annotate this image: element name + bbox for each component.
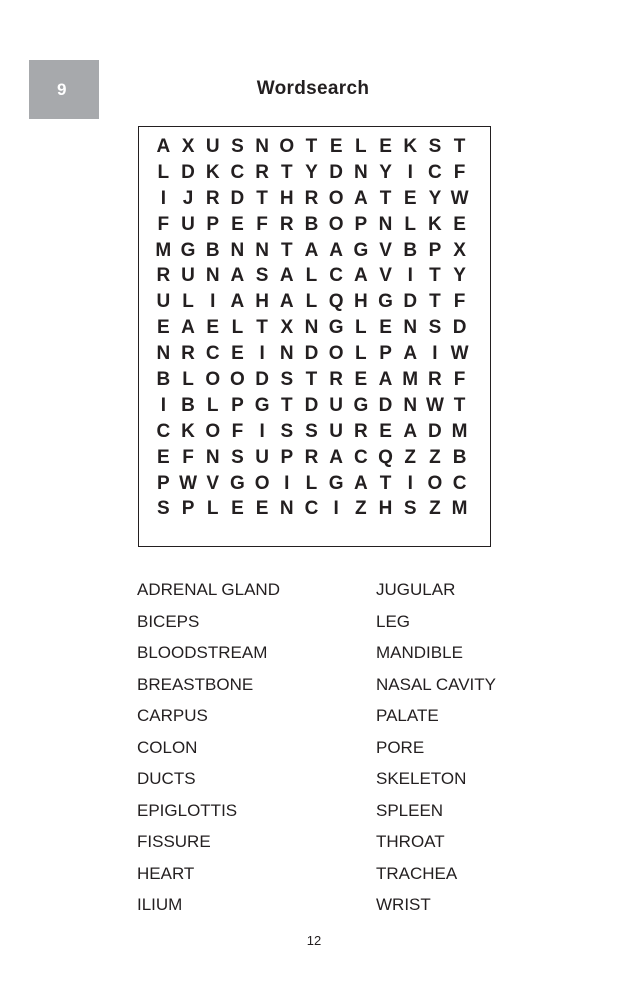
- grid-cell: G: [378, 291, 393, 313]
- grid-cell: D: [304, 343, 319, 365]
- grid-cell: D: [329, 161, 344, 183]
- grid-cell: T: [280, 239, 293, 261]
- grid-cell: G: [353, 239, 369, 261]
- grid-cell: D: [428, 420, 442, 442]
- grid-cell: M: [155, 239, 172, 261]
- grid-cell: I: [160, 187, 166, 209]
- grid-cell: D: [255, 369, 269, 391]
- grid-cell: L: [355, 136, 367, 157]
- grid-cell: K: [428, 213, 442, 235]
- grid-cell: G: [180, 239, 196, 261]
- grid-cell: I: [407, 161, 413, 183]
- grid-cell: L: [206, 394, 219, 416]
- grid-cell: S: [428, 136, 442, 157]
- grid-cell: L: [404, 213, 417, 235]
- grid-cell: H: [378, 498, 393, 520]
- grid-cell: R: [353, 420, 368, 442]
- page-number: 12: [306, 933, 322, 948]
- grid-cell: S: [231, 136, 244, 157]
- word-list-item: HEART: [137, 863, 195, 883]
- grid-cell: Y: [379, 161, 392, 183]
- grid-cell: L: [231, 317, 244, 339]
- word-list-item: FISSURE: [137, 832, 211, 851]
- grid-cell: C: [205, 343, 220, 365]
- grid-cell: L: [206, 498, 219, 520]
- grid-cell: A: [353, 187, 368, 209]
- grid-cell: P: [181, 498, 195, 520]
- grid-cell: S: [305, 420, 318, 442]
- grid-cell: S: [231, 446, 244, 468]
- grid-cell: V: [379, 265, 392, 287]
- grid-cell: C: [304, 498, 319, 520]
- grid-cell: U: [255, 446, 269, 468]
- grid-cell: H: [279, 187, 294, 209]
- grid-cell: Z: [404, 446, 417, 468]
- word-list-left: [137, 573, 280, 920]
- grid-cell: U: [205, 136, 220, 157]
- grid-cell: E: [354, 369, 368, 391]
- grid-cell: T: [256, 187, 268, 209]
- grid-cell: X: [453, 239, 466, 261]
- grid-cell: I: [407, 265, 413, 287]
- grid-cell: O: [279, 136, 295, 157]
- grid-cell: P: [157, 472, 170, 494]
- grid-cell: F: [182, 446, 194, 468]
- grid-cell: Z: [429, 498, 441, 520]
- grid-cell: U: [329, 394, 344, 416]
- grid-cell: S: [255, 265, 269, 287]
- grid-cell: N: [403, 317, 418, 339]
- grid-cell: S: [403, 498, 417, 520]
- grid-cell: Y: [305, 161, 318, 183]
- grid-cell: N: [205, 265, 220, 287]
- word-list-item: LEG: [376, 611, 411, 631]
- grid-cell: Z: [355, 498, 367, 520]
- grid-cell: C: [156, 420, 171, 442]
- grid-cell: P: [354, 213, 368, 235]
- word-list-item: PORE: [376, 737, 425, 757]
- grid-cell: S: [157, 498, 170, 520]
- grid-cell: G: [254, 394, 270, 416]
- grid-cell: Z: [429, 446, 441, 468]
- grid-cell: T: [453, 394, 466, 416]
- grid-cell: A: [353, 472, 368, 494]
- grid-cell: L: [182, 369, 194, 391]
- grid-cell: U: [181, 265, 195, 287]
- grid-cell: R: [255, 161, 269, 183]
- grid-cell: R: [304, 446, 319, 468]
- grid-cell: E: [255, 498, 269, 520]
- grid-cell: G: [328, 472, 344, 494]
- grid-cell: Y: [428, 187, 442, 209]
- grid-cell: C: [428, 161, 442, 183]
- grid-cell: A: [353, 265, 368, 287]
- grid-cell: N: [353, 161, 368, 183]
- grid-cell: N: [255, 239, 269, 261]
- grid-cell: F: [256, 213, 268, 235]
- grid-cell: M: [402, 369, 419, 391]
- grid-cell: B: [452, 446, 467, 468]
- grid-cell: R: [181, 343, 195, 365]
- grid-cell: M: [451, 498, 468, 520]
- grid-cell: K: [205, 161, 220, 183]
- word-list-item: BLOODSTREAM: [137, 643, 268, 662]
- grid-cell: N: [205, 446, 220, 468]
- grid-cell: W: [179, 472, 197, 494]
- grid-cell: L: [305, 265, 318, 287]
- grid-cell: B: [156, 369, 171, 391]
- grid-cell: N: [403, 394, 418, 416]
- grid-cell: A: [181, 317, 195, 339]
- grid-cell: P: [379, 343, 392, 365]
- grid-cell: N: [378, 213, 393, 235]
- grid-cell: E: [157, 446, 170, 468]
- word-list-item: SKELETON: [376, 769, 467, 788]
- grid-cell: P: [206, 213, 220, 235]
- grid-cell: D: [304, 394, 319, 416]
- grid-cell: A: [403, 420, 418, 442]
- grid-cell: L: [182, 291, 194, 313]
- grid-cell: T: [429, 291, 441, 313]
- grid-cell: N: [304, 317, 319, 339]
- grid-cell: L: [305, 291, 318, 313]
- grid-cell: U: [156, 291, 171, 313]
- grid-cell: A: [156, 136, 171, 157]
- grid-cell: A: [304, 239, 319, 261]
- grid-cell: I: [333, 498, 339, 520]
- word-list-item: DUCTS: [137, 769, 196, 788]
- grid-cell: X: [280, 317, 294, 339]
- grid-cell: E: [231, 343, 244, 365]
- grid-cell: Q: [328, 291, 344, 313]
- grid-cell: B: [181, 394, 195, 416]
- grid-cell: U: [181, 213, 195, 235]
- grid-cell: D: [230, 187, 245, 209]
- grid-cell: I: [210, 291, 216, 313]
- word-list-right: [376, 573, 496, 920]
- grid-cell: T: [256, 317, 268, 339]
- grid-cell: V: [379, 239, 392, 261]
- page-title: Wordsearch: [256, 78, 370, 99]
- grid-cell: P: [231, 394, 244, 416]
- grid-cell: I: [407, 472, 413, 494]
- grid-cell: E: [453, 213, 466, 235]
- word-list-item: BICEPS: [137, 611, 200, 631]
- grid-cell: A: [329, 239, 344, 261]
- grid-cell: E: [379, 420, 392, 442]
- grid-cell: D: [452, 317, 467, 339]
- grid-cell: T: [379, 472, 392, 494]
- grid-cell: M: [451, 420, 468, 442]
- word-list-item: TRACHEA: [376, 863, 458, 883]
- grid-cell: E: [231, 498, 244, 520]
- grid-cell: R: [329, 369, 344, 391]
- grid-cell: T: [280, 161, 293, 183]
- word-list-item: ADRENAL GLAND: [137, 580, 280, 599]
- word-list-item: WRIST: [376, 895, 431, 914]
- grid-cell: E: [329, 136, 343, 157]
- grid-cell: H: [353, 291, 368, 313]
- grid-cell: G: [230, 472, 245, 494]
- grid-cell: F: [453, 161, 466, 183]
- grid-cell: A: [279, 291, 294, 313]
- grid-cell: T: [429, 265, 441, 287]
- grid-cell: C: [329, 265, 344, 287]
- grid-cell: E: [379, 317, 392, 339]
- word-list-item: COLON: [137, 737, 198, 757]
- grid-cell: S: [280, 420, 294, 442]
- grid-cell: R: [279, 213, 294, 235]
- grid-cell: B: [205, 239, 220, 261]
- grid-cell: G: [328, 317, 344, 339]
- grid-cell: C: [230, 161, 245, 183]
- grid-cell: O: [328, 213, 344, 235]
- grid-cell: E: [157, 317, 170, 339]
- grid-cell: C: [452, 472, 467, 494]
- grid-cell: E: [403, 187, 417, 209]
- grid-cell: K: [181, 420, 195, 442]
- word-list-item: EPIGLOTTIS: [137, 800, 238, 820]
- grid-cell: R: [304, 187, 319, 209]
- grid-cell: O: [328, 187, 344, 209]
- grid-cell: W: [425, 394, 444, 416]
- word-list-item: SPLEEN: [376, 800, 444, 820]
- grid-cell: E: [206, 317, 220, 339]
- grid-cell: F: [157, 213, 170, 235]
- grid-cell: R: [205, 187, 220, 209]
- grid-cell: O: [328, 343, 344, 365]
- grid-cell: F: [453, 369, 466, 391]
- grid-cell: L: [157, 161, 170, 183]
- grid-cell: N: [255, 136, 269, 157]
- grid-cell: S: [428, 317, 442, 339]
- grid-cell: D: [378, 394, 393, 416]
- grid-cell: I: [259, 420, 265, 442]
- grid-cell: E: [379, 136, 392, 157]
- grid-cell: A: [378, 369, 393, 391]
- word-list-item: PALATE: [376, 706, 439, 725]
- grid-cell: A: [279, 265, 294, 287]
- grid-cell: A: [230, 291, 245, 313]
- grid-cell: T: [305, 136, 318, 157]
- grid-cell: T: [453, 136, 466, 157]
- grid-cell: L: [355, 317, 367, 339]
- grid-cell: B: [403, 239, 418, 261]
- grid-cell: T: [280, 394, 293, 416]
- grid-cell: N: [279, 498, 294, 520]
- grid-cell: B: [304, 213, 319, 235]
- word-list-item: BREASTBONE: [137, 674, 254, 694]
- grid-cell: I: [284, 472, 290, 494]
- word-list-item: THROAT: [376, 832, 445, 851]
- grid-cell: I: [160, 394, 166, 416]
- word-list-item: ILIUM: [137, 895, 183, 914]
- grid-cell: Q: [378, 446, 393, 468]
- grid-cell: E: [231, 213, 244, 235]
- grid-cell: L: [355, 343, 367, 365]
- grid-cell: P: [428, 239, 442, 261]
- grid-cell: N: [230, 239, 245, 261]
- word-list-item: JUGULAR: [376, 580, 456, 599]
- grid-cell: I: [432, 343, 438, 365]
- grid-cell: A: [329, 446, 344, 468]
- grid-cell: W: [450, 187, 469, 209]
- grid-cell: O: [205, 369, 221, 391]
- grid-cell: J: [182, 187, 194, 209]
- grid-cell: N: [279, 343, 294, 365]
- grid-cell: O: [427, 472, 443, 494]
- grid-cell: X: [181, 136, 195, 157]
- grid-cell: C: [353, 446, 368, 468]
- grid-cell: K: [403, 136, 418, 157]
- wordsearch-grid-frame: [138, 126, 491, 547]
- grid-cell: P: [280, 446, 294, 468]
- grid-cell: L: [305, 472, 318, 494]
- grid-cell: G: [353, 394, 369, 416]
- grid-cell: D: [403, 291, 418, 313]
- grid-cell: A: [403, 343, 418, 365]
- wordsearch-grid: [151, 134, 472, 522]
- grid-cell: W: [450, 343, 469, 365]
- grid-cell: T: [379, 187, 392, 209]
- grid-cell: I: [259, 343, 265, 365]
- grid-cell: O: [205, 420, 221, 442]
- grid-cell: F: [453, 291, 466, 313]
- puzzle-number-badge: 9: [29, 60, 99, 119]
- grid-cell: O: [254, 472, 270, 494]
- grid-cell: V: [206, 472, 220, 494]
- grid-cell: U: [329, 420, 344, 442]
- grid-cell: Y: [453, 265, 466, 287]
- word-list-item: CARPUS: [137, 706, 208, 725]
- grid-cell: D: [181, 161, 195, 183]
- grid-cell: F: [231, 420, 244, 442]
- grid-cell: N: [156, 343, 171, 365]
- grid-cell: O: [230, 369, 245, 391]
- grid-cell: A: [230, 265, 245, 287]
- word-list-item: MANDIBLE: [376, 643, 463, 662]
- word-list-item: NASAL CAVITY: [376, 674, 496, 694]
- grid-cell: R: [428, 369, 442, 391]
- grid-cell: H: [255, 291, 269, 313]
- grid-cell: R: [156, 265, 171, 287]
- grid-cell: T: [305, 369, 318, 391]
- grid-cell: S: [280, 369, 294, 391]
